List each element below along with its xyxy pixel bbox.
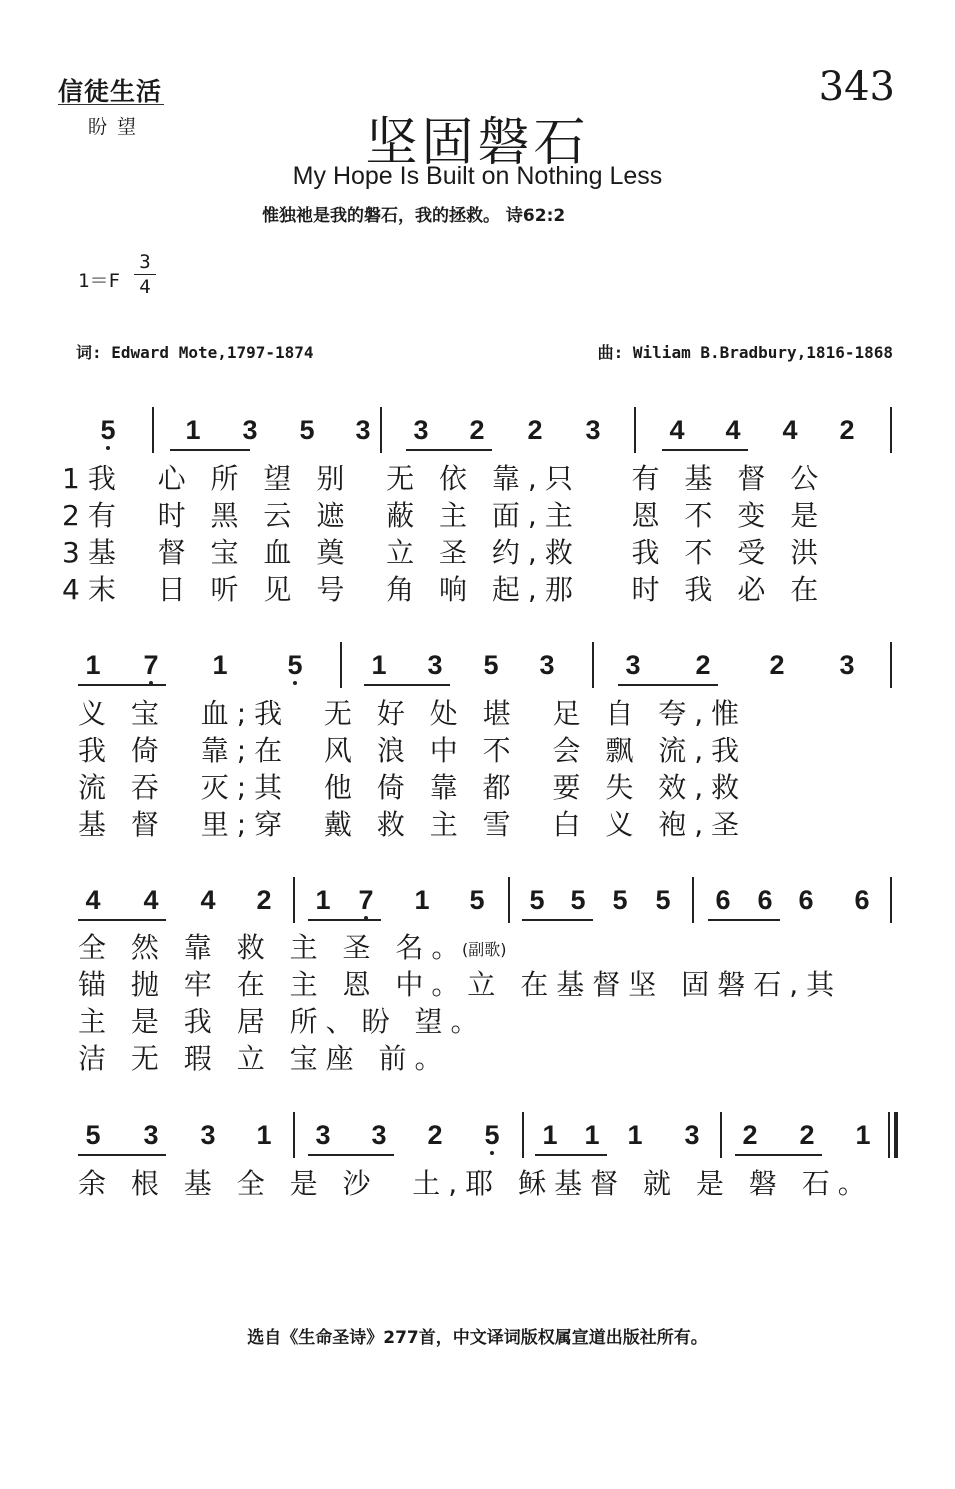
jianpu-note: 3 <box>371 1120 387 1150</box>
jianpu-note: 6 <box>798 885 814 915</box>
eighth-note-underline <box>78 684 166 686</box>
jianpu-note: 5 <box>529 885 545 915</box>
lyric-line-3-1: 全 然 靠 救 主 圣 名。 <box>78 931 468 964</box>
lyric-line-2-3: 流 吞 灭;其 他 倚 靠 都 要 失 效,救 <box>78 771 748 804</box>
jianpu-note: 5 <box>483 650 499 680</box>
barline <box>720 1112 722 1158</box>
eighth-note-underline <box>735 1154 822 1156</box>
eighth-note-underline <box>535 1154 607 1156</box>
hymnal-subcategory: 盼 望 <box>88 116 139 138</box>
jianpu-note: 3 <box>625 650 641 680</box>
eighth-note-underline <box>308 1154 394 1156</box>
jianpu-note: 2 <box>469 415 485 445</box>
jianpu-note: 4 <box>143 885 159 915</box>
hymn-title-chinese: 坚固磐石 <box>365 113 590 173</box>
lyric-line-4-1: 余 根 基 全 是 沙 土,耶 稣基督 就 是 磐 石。 <box>78 1167 874 1200</box>
eighth-note-underline <box>78 1154 166 1156</box>
jianpu-note: 6 <box>757 885 773 915</box>
scripture-reference: 惟独祂是我的磐石，我的拯救。 诗62:2 <box>262 206 566 226</box>
lyricist-credit: 词: Edward Mote,1797-1874 <box>76 343 314 362</box>
eighth-note-underline <box>308 919 381 921</box>
jianpu-note: 5 <box>85 1120 101 1150</box>
time-signature <box>134 250 156 299</box>
eighth-note-underline <box>618 684 718 686</box>
lyric-line-2-1: 义 宝 血;我 无 好 处 堪 足 自 夸,惟 <box>78 697 748 730</box>
jianpu-note: 1 <box>855 1120 871 1150</box>
lyric-line-3-2: 锚 抛 牢 在 主 恩 中。立 在基督坚 固磐石,其 <box>78 968 843 1001</box>
lyric-line-1-4: 4末 日 听 见 号 角 响 起,那 时 我 必 在 <box>62 573 827 606</box>
jianpu-note: 4 <box>200 885 216 915</box>
jianpu-note: 4 <box>85 885 101 915</box>
jianpu-note: 1 <box>627 1120 643 1150</box>
jianpu-note: 2 <box>256 885 272 915</box>
jianpu-note: 5 <box>299 415 315 445</box>
barline <box>293 1112 295 1158</box>
jianpu-note: 3 <box>315 1120 331 1150</box>
octave-dot-below <box>293 681 297 685</box>
jianpu-note: 1 <box>584 1120 600 1150</box>
hymn-number: 343 <box>818 64 895 110</box>
barline <box>592 642 594 688</box>
jianpu-note: 3 <box>413 415 429 445</box>
octave-dot-below <box>490 1151 494 1155</box>
jianpu-note: 2 <box>799 1120 815 1150</box>
barline <box>340 642 342 688</box>
lyric-line-3-4: 洁 无 瑕 立 宝座 前。 <box>78 1042 451 1075</box>
composer-credit: 曲: Wiliam B.Bradbury,1816-1868 <box>597 343 893 362</box>
jianpu-note: 3 <box>242 415 258 445</box>
eighth-note-underline <box>406 449 492 451</box>
eighth-note-underline <box>364 684 450 686</box>
barline <box>692 877 694 923</box>
jianpu-note: 2 <box>839 415 855 445</box>
barline <box>152 407 154 453</box>
jianpu-note: 6 <box>854 885 870 915</box>
jianpu-note: 5 <box>469 885 485 915</box>
jianpu-note: 5 <box>280 650 310 680</box>
eighth-note-underline <box>78 919 166 921</box>
eighth-note-underline <box>708 919 780 921</box>
jianpu-note: 4 <box>725 415 741 445</box>
barline <box>522 1112 524 1158</box>
jianpu-note: 1 <box>256 1120 272 1150</box>
jianpu-note: 3 <box>355 415 371 445</box>
jianpu-note: 5 <box>477 1120 507 1150</box>
jianpu-note: 3 <box>684 1120 700 1150</box>
jianpu-note: 1 <box>85 650 101 680</box>
hymn-title-english: My Hope Is Built on Nothing Less <box>292 162 663 190</box>
barline <box>380 407 382 453</box>
barline <box>890 877 892 923</box>
jianpu-note: 2 <box>695 650 711 680</box>
jianpu-note: 7 <box>351 885 381 915</box>
hymnal-category: 信徒生活 <box>58 77 163 106</box>
barline <box>508 877 510 923</box>
jianpu-note: 1 <box>542 1120 558 1150</box>
jianpu-note: 4 <box>669 415 685 445</box>
eighth-note-underline <box>662 449 748 451</box>
key-signature: 1＝F <box>78 270 120 292</box>
jianpu-note: 3 <box>585 415 601 445</box>
eighth-note-underline <box>170 449 250 451</box>
jianpu-note: 4 <box>782 415 798 445</box>
lyric-line-1-2: 2有 时 黑 云 遮 蔽 主 面,主 恩 不 变 是 <box>62 499 827 532</box>
jianpu-note: 1 <box>185 415 201 445</box>
eighth-note-underline <box>522 919 593 921</box>
jianpu-note: 1 <box>212 650 228 680</box>
barline <box>293 877 295 923</box>
octave-dot-below <box>106 446 110 450</box>
jianpu-note: 3 <box>427 650 443 680</box>
jianpu-note: 7 <box>136 650 166 680</box>
lyric-line-1-1: 1我 心 所 望 别 无 依 靠,只 有 基 督 公 <box>62 462 827 495</box>
barline <box>890 642 892 688</box>
barline <box>634 407 636 453</box>
jianpu-note: 3 <box>539 650 555 680</box>
barline <box>890 407 892 453</box>
time-signature-top: 3 <box>134 250 156 275</box>
jianpu-note: 3 <box>143 1120 159 1150</box>
final-barline <box>888 1112 898 1158</box>
jianpu-note: 6 <box>715 885 731 915</box>
jianpu-note: 2 <box>527 415 543 445</box>
jianpu-note: 5 <box>570 885 586 915</box>
lyric-line-3-3: 主 是 我 居 所、盼 望。 <box>78 1005 487 1038</box>
refrain-marker: (副歌) <box>462 940 507 959</box>
copyright-footer: 选自《生命圣诗》277首，中文译词版权属宣道出版社所有。 <box>247 1328 708 1348</box>
jianpu-note: 5 <box>612 885 628 915</box>
lyric-line-2-2: 我 倚 靠;在 风 浪 中 不 会 飘 流,我 <box>78 734 748 767</box>
jianpu-note: 1 <box>315 885 331 915</box>
jianpu-note: 2 <box>742 1120 758 1150</box>
jianpu-note: 1 <box>371 650 387 680</box>
jianpu-note: 5 <box>93 415 123 445</box>
jianpu-note: 3 <box>839 650 855 680</box>
lyric-line-2-4: 基 督 里;穿 戴 救 主 雪 白 义 袍,圣 <box>78 808 748 841</box>
jianpu-note: 2 <box>427 1120 443 1150</box>
jianpu-note: 1 <box>414 885 430 915</box>
jianpu-note: 3 <box>200 1120 216 1150</box>
jianpu-note: 2 <box>769 650 785 680</box>
time-signature-bottom: 4 <box>139 276 151 298</box>
jianpu-note: 5 <box>655 885 671 915</box>
lyric-line-1-3: 3基 督 宝 血 奠 立 圣 约,救 我 不 受 洪 <box>62 536 827 569</box>
